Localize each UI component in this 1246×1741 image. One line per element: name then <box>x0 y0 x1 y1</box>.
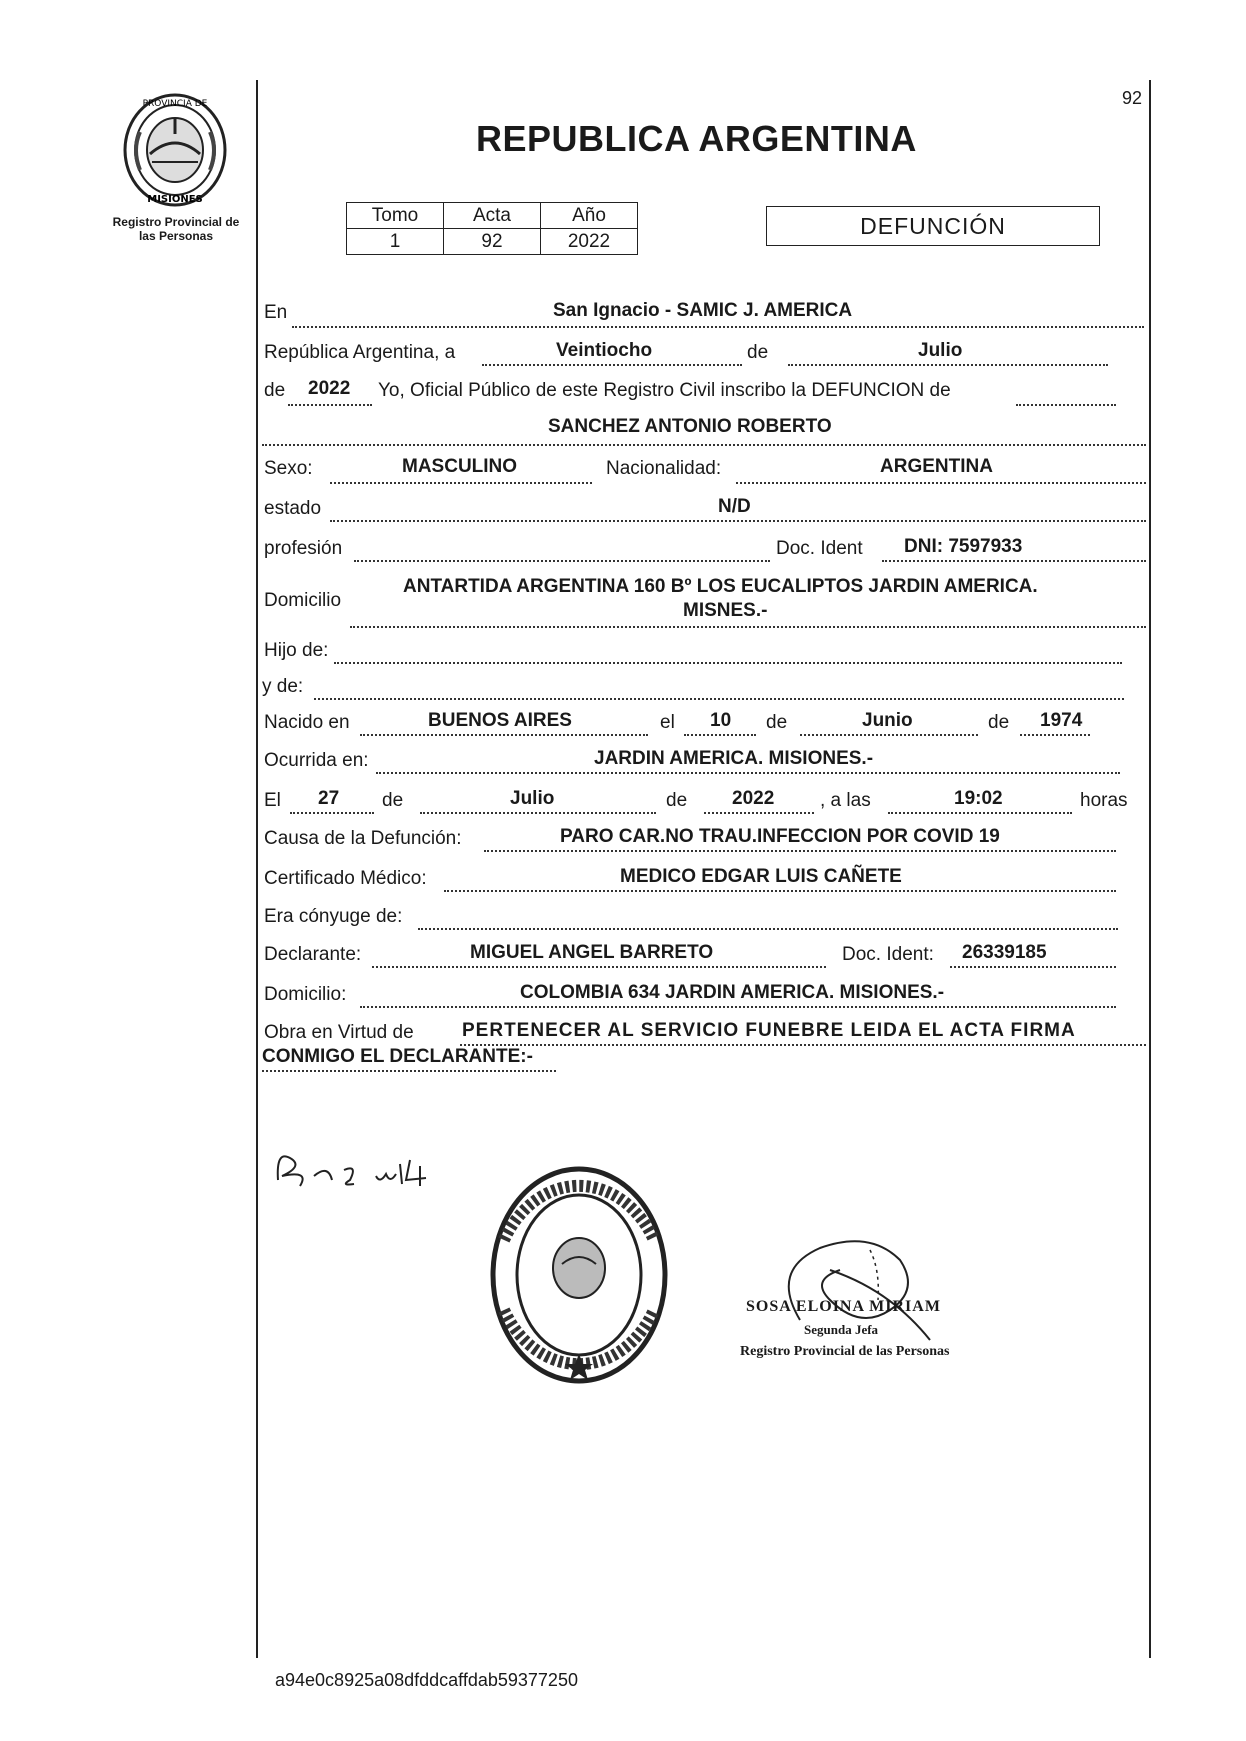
domicilio2-label: Domicilio: <box>264 984 347 1005</box>
page-number: 92 <box>1122 88 1143 108</box>
death-year-dots <box>704 812 814 814</box>
official-office: Registro Provincial de las Personas <box>740 1344 950 1359</box>
declarante-value: MIGUEL ANGEL BARRETO <box>470 942 714 963</box>
death-year: 2022 <box>732 788 775 809</box>
month-word: Julio <box>918 340 963 361</box>
domicilio-line1: ANTARTIDA ARGENTINA 160 Bº LOS EUCALIPTOS JARDIN AMERICA. <box>403 576 1038 597</box>
ano-value: 2022 <box>541 229 638 255</box>
doc-ident-dots <box>882 560 1146 562</box>
nacido-label: Nacido en <box>264 712 350 733</box>
right-margin-line <box>1149 80 1151 1658</box>
hijo-dots <box>334 662 1122 664</box>
acta-header: Acta <box>444 203 541 229</box>
domicilio-line2: MISNES.- <box>683 600 768 621</box>
tomo-header: Tomo <box>347 203 444 229</box>
causa-dots <box>484 850 1116 852</box>
birth-day: 10 <box>710 710 732 731</box>
de-label: de <box>747 342 769 363</box>
declarante-doc-label: Doc. Ident: <box>842 944 934 965</box>
handwritten-initials-icon <box>270 1140 470 1200</box>
birth-year: 1974 <box>1040 710 1083 731</box>
en-dots <box>292 326 1144 328</box>
doc-ident-label: Doc. Ident <box>776 538 863 559</box>
year-value: 2022 <box>308 378 351 399</box>
domicilio2-value: COLOMBIA 634 JARDIN AMERICA. MISIONES.- <box>520 982 945 1003</box>
profesion-dots <box>354 560 770 562</box>
inscribo-dots <box>1016 404 1116 406</box>
a-las-label: , a las <box>820 790 871 811</box>
domicilio-label: Domicilio <box>264 590 342 611</box>
month-dots <box>788 364 1108 366</box>
death-de2: de <box>666 790 688 811</box>
deceased-name: SANCHEZ ANTONIO ROBERTO <box>548 416 832 437</box>
death-month: Julio <box>510 788 555 809</box>
declarante-doc-value: 26339185 <box>962 942 1047 963</box>
el2-label: El <box>264 790 281 811</box>
certificado-label: Certificado Médico: <box>264 868 427 889</box>
tomo-value: 1 <box>347 229 444 255</box>
svg-text:PROVINCIA DE: PROVINCIA DE <box>142 99 208 109</box>
ocurrida-dots <box>376 772 1120 774</box>
provincial-seal-icon <box>120 92 230 212</box>
obra-label: Obra en Virtud de <box>264 1022 414 1043</box>
birth-month-dots <box>800 734 978 736</box>
conyuge-dots <box>418 928 1118 930</box>
death-day-dots <box>290 812 374 814</box>
svg-text:MISIONES: MISIONES <box>147 194 203 205</box>
certificado-dots <box>444 890 1116 892</box>
death-day: 27 <box>318 788 340 809</box>
domicilio-dots <box>350 626 1146 628</box>
document-hash: a94e0c8925a08dfddcaffdab59377250 <box>275 1670 578 1690</box>
birth-day-dots <box>684 734 756 736</box>
left-margin-line <box>256 80 258 1658</box>
y-de-dots <box>314 698 1124 700</box>
inscribo-text: Yo, Oficial Público de este Registro Civil inscribo la DEFUNCION de <box>378 380 951 401</box>
nacido-value: BUENOS AIRES <box>428 710 572 731</box>
acta-table <box>346 202 638 255</box>
seal-caption-line1: Registro Provincial de <box>112 215 240 229</box>
estado-label: estado <box>264 498 322 519</box>
estado-value: N/D <box>718 496 751 517</box>
en-value: San Ignacio - SAMIC J. AMERICA <box>553 300 853 321</box>
en-label: En <box>264 302 288 323</box>
acta-value: 92 <box>444 229 541 255</box>
birth-year-dots <box>1020 734 1090 736</box>
nacionalidad-label: Nacionalidad: <box>606 458 722 479</box>
profesion-label: profesión <box>264 538 343 559</box>
day-dots <box>482 364 742 366</box>
sexo-label: Sexo: <box>264 458 313 479</box>
obra-dots2 <box>262 1070 556 1072</box>
causa-value: PARO CAR.NO TRAU.INFECCION POR COVID 19 <box>560 826 1000 847</box>
record-type-box: DEFUNCIÓN <box>766 206 1100 246</box>
causa-label: Causa de la Defunción: <box>264 828 462 849</box>
obra-line2: CONMIGO EL DECLARANTE:- <box>262 1046 533 1067</box>
estado-dots <box>330 520 1146 522</box>
page-title: REPUBLICA ARGENTINA <box>476 118 917 159</box>
nacido-dots <box>360 734 648 736</box>
ano-header: Año <box>541 203 638 229</box>
conyuge-label: Era cónyuge de: <box>264 906 403 927</box>
republica-label: República Argentina, a <box>264 342 456 363</box>
obra-line1: PERTENECER AL SERVICIO FUNEBRE LEIDA EL ACTA FIRMA <box>462 1020 1076 1041</box>
death-time-dots <box>888 812 1072 814</box>
declarante-dots <box>372 966 826 968</box>
official-stamp-icon <box>484 1160 674 1390</box>
declarante-label: Declarante: <box>264 944 362 965</box>
death-time: 19:02 <box>954 788 1003 809</box>
hijo-label: Hijo de: <box>264 640 329 661</box>
declarante-doc-dots <box>950 966 1116 968</box>
sexo-dots <box>330 482 592 484</box>
certificado-value: MEDICO EDGAR LUIS CAÑETE <box>620 866 902 887</box>
seal-caption <box>96 215 256 243</box>
horas-label: horas <box>1080 790 1128 811</box>
death-month-dots <box>420 812 656 814</box>
birth-month: Junio <box>862 710 913 731</box>
doc-ident-value: DNI: 7597933 <box>904 536 1023 557</box>
nacionalidad-value: ARGENTINA <box>880 456 993 477</box>
day-word: Veintiocho <box>556 340 653 361</box>
official-title: Segunda Jefa <box>804 1322 879 1337</box>
ocurrida-label: Ocurrida en: <box>264 750 369 771</box>
seal-caption-line2: las Personas <box>138 229 214 243</box>
sexo-value: MASCULINO <box>402 456 518 477</box>
year-dots <box>288 404 372 406</box>
birth-de2: de <box>988 712 1010 733</box>
name-dots <box>262 444 1146 446</box>
obra-dots1 <box>460 1044 1146 1046</box>
domicilio2-dots <box>360 1006 1116 1008</box>
year-prefix-label: de <box>264 380 286 401</box>
ocurrida-value: JARDIN AMERICA. MISIONES.- <box>594 748 874 769</box>
nacionalidad-dots <box>736 482 1146 484</box>
birth-de1: de <box>766 712 788 733</box>
death-de1: de <box>382 790 404 811</box>
y-de-label: y de: <box>262 676 304 697</box>
el-label: el <box>660 712 675 733</box>
official-name: SOSA ELOINA MIRIAM <box>746 1298 941 1315</box>
